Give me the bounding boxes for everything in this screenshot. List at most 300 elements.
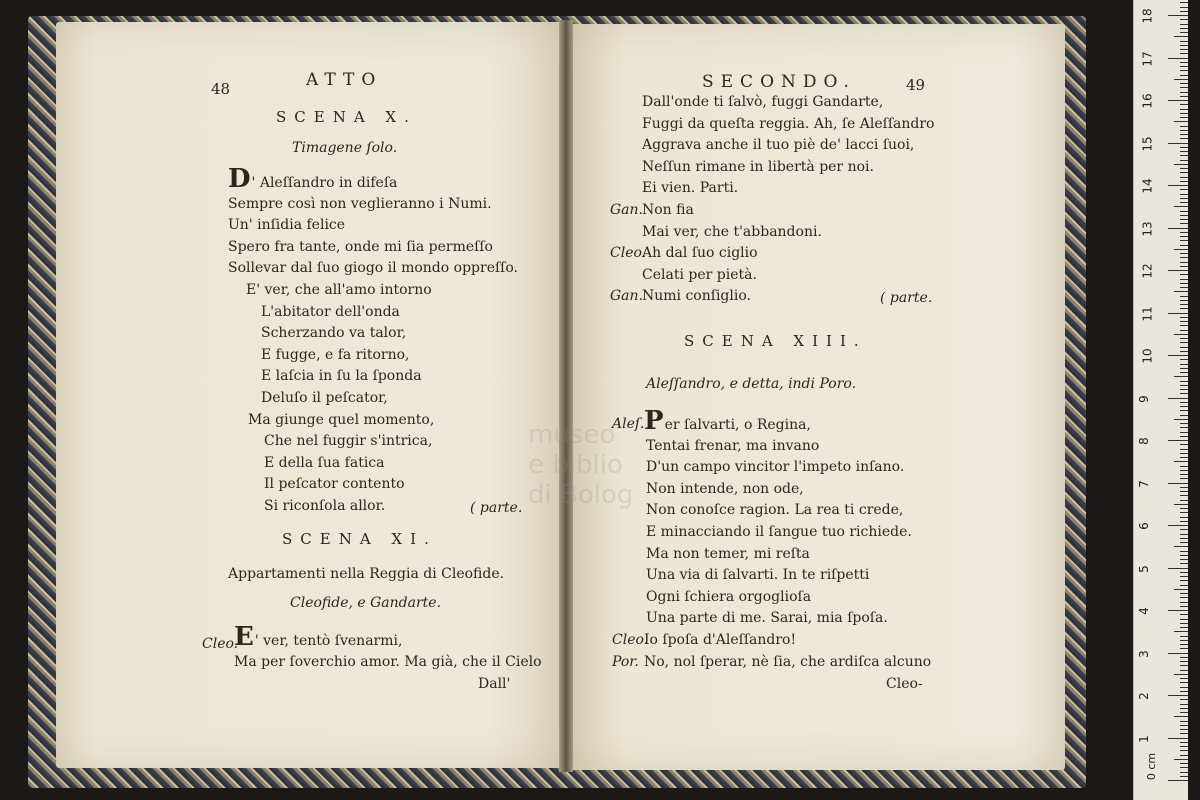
- ruler-tick: [1180, 627, 1188, 628]
- ruler-tick: [1180, 410, 1188, 411]
- verse-line: Numi conſiglio.: [642, 288, 751, 305]
- verse-line: Aggrava anche il tuo piè de' lacci ſuoi,: [642, 137, 915, 154]
- ruler-tick: [1180, 181, 1188, 182]
- ruler-tick: [1180, 253, 1188, 254]
- ruler-tick: [1180, 96, 1188, 97]
- ruler-tick: [1180, 338, 1188, 339]
- ruler-tick: [1168, 695, 1188, 696]
- ruler-number: 16: [1140, 93, 1155, 109]
- ruler-tick: [1180, 219, 1188, 220]
- verse-line: Celati per pietà.: [642, 266, 757, 283]
- ruler-tick: [1180, 62, 1188, 63]
- verse-text: D'un campo vincitor l'impeto inſano.: [646, 459, 905, 476]
- ruler-tick: [1180, 87, 1188, 88]
- verse-line: [644, 406, 811, 436]
- ruler-tick: [1180, 138, 1188, 139]
- verse-text: No, nol ſperar, nè ſia, che ardiſca alcuno: [644, 653, 932, 670]
- ruler-tick: [1180, 767, 1188, 768]
- ruler-tick: [1180, 491, 1188, 492]
- verse-line: [228, 239, 493, 255]
- ruler-tick: [1180, 109, 1188, 110]
- ruler-tick: [1180, 287, 1188, 288]
- ruler-tick: [1180, 389, 1188, 390]
- right-page: [568, 24, 1065, 770]
- ruler-tick: [1180, 406, 1188, 407]
- verse-line: [646, 438, 819, 454]
- ruler-tick: [1180, 657, 1188, 658]
- exit-direction: ( parte.: [470, 500, 523, 516]
- stage-direction: Timagene ſolo.: [292, 140, 398, 156]
- ruler-tick: [1168, 355, 1188, 356]
- ruler-tick: [1180, 529, 1188, 530]
- ruler-tick: [1180, 704, 1188, 705]
- ruler-tick: [1180, 640, 1188, 641]
- ruler-tick: [1180, 308, 1188, 309]
- ruler-tick: [1180, 470, 1188, 471]
- ruler-tick: [1180, 368, 1188, 369]
- ruler-tick: [1180, 245, 1188, 246]
- ruler-tick: [1180, 155, 1188, 156]
- ruler-tick: [1168, 398, 1188, 399]
- ruler-tick: [1180, 478, 1188, 479]
- ruler-tick: [1180, 240, 1188, 241]
- ruler-tick: [1174, 759, 1188, 760]
- ruler-tick: [1180, 211, 1188, 212]
- verse-line: [261, 325, 406, 341]
- ruler-tick: [1180, 648, 1188, 649]
- ruler-tick: [1180, 636, 1188, 637]
- ruler-tick: [1180, 381, 1188, 382]
- ruler-tick: [1180, 351, 1188, 352]
- ruler-number: 8: [1136, 437, 1151, 445]
- ruler-tick: [1180, 623, 1188, 624]
- verse-text: E laſcia in ſu la ſponda: [261, 368, 422, 385]
- ruler-tick: [1180, 41, 1188, 42]
- ruler-tick: [1180, 729, 1188, 730]
- ruler-number: 14: [1140, 178, 1155, 194]
- ruler-number: 6: [1136, 522, 1151, 530]
- verse-line: Ah dal ſuo ciglio: [642, 245, 758, 262]
- ruler-tick: [1180, 28, 1188, 29]
- ruler-tick: [1180, 593, 1188, 594]
- ruler-tick: [1180, 606, 1188, 607]
- verse-line: [228, 196, 492, 212]
- ruler-tick: [1168, 100, 1188, 101]
- watermark-line: di Bolog: [528, 480, 634, 510]
- ruler-tick: [1180, 75, 1188, 76]
- ruler-tick: [1180, 682, 1188, 683]
- ruler-tick: [1180, 772, 1188, 773]
- ruler-tick: [1180, 750, 1188, 751]
- verse-text: Che nel fuggir s'intrica,: [264, 433, 433, 450]
- ruler-tick: [1180, 614, 1188, 615]
- speaker-label: Por.: [612, 653, 639, 670]
- ruler-tick: [1180, 279, 1188, 280]
- ruler-tick: [1174, 461, 1188, 462]
- verse-line: [228, 260, 518, 276]
- ruler-tick: [1174, 504, 1188, 505]
- verse-line: [246, 282, 432, 298]
- verse-line: [248, 412, 434, 428]
- scene-title: SCENA XI.: [282, 530, 437, 548]
- ruler-number: 4: [1136, 607, 1151, 615]
- ruler-tick: [1180, 746, 1188, 747]
- verse-text: Una via di ſalvarti. In te riſpetti: [646, 567, 870, 584]
- ruler-tick: [1168, 143, 1188, 144]
- speaker-label: Aleſ.: [612, 416, 645, 432]
- ruler-tick: [1180, 453, 1188, 454]
- ruler-tick: [1168, 483, 1188, 484]
- ruler-tick: [1180, 725, 1188, 726]
- ruler-tick: [1180, 423, 1188, 424]
- speaker-label: Gan.: [610, 288, 643, 305]
- verse-text: E minacciando il ſangue tuo richiede.: [646, 524, 912, 540]
- ruler-tick: [1180, 555, 1188, 556]
- verse-text: Sempre così non veglieranno i Numi.: [228, 195, 492, 212]
- page-number-left: 48: [211, 80, 231, 98]
- ruler-tick: [1180, 202, 1188, 203]
- ruler-tick: [1180, 670, 1188, 671]
- verse-line: [646, 567, 869, 583]
- verse-line: [646, 459, 904, 475]
- ruler-tick: [1180, 449, 1188, 450]
- ruler-tick: [1180, 534, 1188, 535]
- ruler-tick: [1180, 70, 1188, 71]
- ruler-tick: [1180, 104, 1188, 105]
- ruler-tick: [1180, 266, 1188, 267]
- catchword: Cleo-: [886, 676, 923, 692]
- verse-text: L'abitator dell'onda: [261, 303, 400, 320]
- ruler-tick: [1174, 546, 1188, 547]
- ruler-tick: [1168, 270, 1188, 271]
- ruler-tick: [1180, 436, 1188, 437]
- verse-text: Tentai frenar, ma invano: [646, 437, 820, 454]
- ruler-tick: [1180, 2, 1188, 3]
- drop-cap: P: [644, 406, 664, 436]
- verse-line: [644, 632, 796, 648]
- ruler-tick: [1168, 780, 1188, 781]
- ruler-tick: [1180, 198, 1188, 199]
- ruler-tick: [1174, 631, 1188, 632]
- ruler-tick: [1180, 304, 1188, 305]
- ruler-tick: [1180, 487, 1188, 488]
- ruler-tick: [1180, 721, 1188, 722]
- ruler-tick: [1180, 223, 1188, 224]
- book-gutter: [559, 20, 573, 772]
- ruler-tick: [1180, 7, 1188, 8]
- verse-line: [261, 347, 410, 363]
- verse-line: [264, 455, 384, 471]
- verse-line: [646, 610, 888, 626]
- ruler-tick: [1180, 24, 1188, 25]
- ruler-tick: [1180, 508, 1188, 509]
- ruler-tick: [1180, 321, 1188, 322]
- scene-title: SCENA XIII.: [684, 332, 867, 350]
- ruler-tick: [1174, 36, 1188, 37]
- ruler-tick: [1180, 517, 1188, 518]
- ruler-number: 5: [1136, 564, 1151, 573]
- measuring-ruler: [1133, 0, 1188, 800]
- ruler-number: 13: [1140, 220, 1155, 237]
- ruler-tick: [1180, 215, 1188, 216]
- ruler-tick: [1180, 45, 1188, 46]
- ruler-tick: [1180, 172, 1188, 173]
- ruler-tick: [1180, 168, 1188, 169]
- ruler-tick: [1168, 568, 1188, 569]
- ruler-tick: [1180, 699, 1188, 700]
- ruler-tick: [1180, 283, 1188, 284]
- ruler-tick: [1180, 585, 1188, 586]
- ruler-tick: [1174, 334, 1188, 335]
- verse-text: E fugge, e fa ritorno,: [261, 346, 410, 363]
- verse-line: [264, 476, 405, 492]
- ruler-tick: [1168, 313, 1188, 314]
- page-number-right: 49: [906, 76, 926, 94]
- ruler-tick: [1180, 687, 1188, 688]
- ruler-tick: [1180, 432, 1188, 433]
- verse-line: [644, 654, 931, 670]
- ruler-tick: [1180, 19, 1188, 20]
- ruler-tick: [1180, 691, 1188, 692]
- ruler-tick: [1180, 364, 1188, 365]
- running-head-left: ATTO: [306, 70, 383, 90]
- ruler-tick: [1168, 610, 1188, 611]
- verse-line: Ei vien. Parti.: [642, 180, 739, 197]
- verse-line: [264, 498, 385, 514]
- ruler-tick: [1180, 444, 1188, 445]
- ruler-tick: [1180, 151, 1188, 152]
- ruler-tick: [1174, 376, 1188, 377]
- verse-text: Scherzando va talor,: [261, 325, 407, 342]
- drop-cap: E: [234, 622, 254, 652]
- ruler-tick: [1168, 738, 1188, 739]
- catchword: Dall': [478, 676, 511, 692]
- ruler-tick: [1174, 419, 1188, 420]
- verse-line: [228, 164, 398, 194]
- verse-text: Spero fra tante, onde mi ſia permeſſo: [228, 238, 493, 255]
- speaker-label: Cleo.: [610, 245, 647, 262]
- ruler-number: 12: [1140, 263, 1155, 279]
- ruler-number: 7: [1136, 479, 1151, 488]
- scene-title: SCENA X.: [276, 108, 417, 126]
- verse-text: ' ver, tentò ſvenarmi,: [254, 633, 403, 649]
- ruler-tick: [1180, 542, 1188, 543]
- verse-line: [646, 546, 810, 562]
- ruler-number: 18: [1140, 8, 1155, 24]
- speaker-label: Gan.: [610, 202, 643, 218]
- exit-direction: ( parte.: [880, 290, 933, 306]
- ruler-tick: [1180, 563, 1188, 564]
- ruler-tick: [1180, 602, 1188, 603]
- verse-line: Dall'onde ti ſalvò, fuggi Gandarte,: [642, 94, 884, 110]
- ruler-tick: [1168, 185, 1188, 186]
- ruler-tick: [1180, 576, 1188, 577]
- ruler-tick: [1180, 274, 1188, 275]
- ruler-tick: [1174, 164, 1188, 165]
- verse-line: [646, 589, 811, 605]
- ruler-tick: [1174, 291, 1188, 292]
- ruler-tick: [1180, 117, 1188, 118]
- ruler-tick: [1180, 300, 1188, 301]
- ruler-tick: [1174, 206, 1188, 207]
- ruler-tick: [1180, 194, 1188, 195]
- ruler-tick: [1180, 742, 1188, 743]
- verse-text: Un' inſidia felice: [228, 217, 346, 234]
- ruler-tick: [1180, 347, 1188, 348]
- ruler-tick: [1180, 495, 1188, 496]
- verse-line: [228, 217, 345, 233]
- ruler-tick: [1180, 32, 1188, 33]
- verse-text: Ma non temer, mi reſta: [646, 545, 810, 562]
- ruler-tick: [1180, 644, 1188, 645]
- ruler-tick: [1180, 402, 1188, 403]
- ruler-tick: [1180, 755, 1188, 756]
- ruler-number: 1: [1136, 734, 1151, 743]
- ruler-tick: [1180, 712, 1188, 713]
- ruler-tick: [1180, 134, 1188, 135]
- ruler-tick: [1180, 177, 1188, 178]
- verse-line: [264, 433, 432, 449]
- ruler-tick: [1168, 440, 1188, 441]
- ruler-tick: [1180, 776, 1188, 777]
- ruler-tick: [1180, 232, 1188, 233]
- ruler-tick: [1180, 372, 1188, 373]
- verse-text: Sollevar dal ſuo giogo il mondo oppreſſo.: [228, 260, 518, 277]
- verse-text: Si riconſola allor.: [264, 498, 386, 514]
- verse-line: [646, 524, 912, 540]
- verse-text: Ogni ſchiera orgoglioſa: [646, 588, 812, 605]
- ruler-tick: [1174, 249, 1188, 250]
- ruler-unit-label: 0 cm: [1145, 752, 1159, 781]
- ruler-tick: [1180, 49, 1188, 50]
- verse-text: Ma giunge quel momento,: [248, 411, 435, 428]
- ruler-tick: [1180, 325, 1188, 326]
- watermark: [528, 420, 633, 510]
- stage-direction: Cleofide, e Gandarte.: [290, 595, 442, 611]
- watermark-line: museo: [528, 420, 616, 450]
- ruler-tick: [1180, 678, 1188, 679]
- ruler-tick: [1180, 551, 1188, 552]
- ruler-tick: [1168, 228, 1188, 229]
- ruler-tick: [1180, 559, 1188, 560]
- verse-line: [646, 481, 804, 497]
- ruler-tick: [1180, 466, 1188, 467]
- ruler-tick: [1180, 763, 1188, 764]
- ruler-tick: [1180, 661, 1188, 662]
- ruler-number: 9: [1136, 394, 1151, 403]
- ruler-tick: [1180, 342, 1188, 343]
- ruler-tick: [1180, 330, 1188, 331]
- ruler-tick: [1180, 92, 1188, 93]
- ruler-tick: [1180, 733, 1188, 734]
- ruler-tick: [1180, 147, 1188, 148]
- drop-cap: D: [228, 164, 251, 194]
- ruler-tick: [1180, 708, 1188, 709]
- ruler-tick: [1180, 317, 1188, 318]
- verse-text: Il peſcator contento: [264, 476, 405, 493]
- running-head-right: SECONDO.: [702, 72, 856, 92]
- ruler-tick: [1180, 359, 1188, 360]
- ruler-tick: [1180, 257, 1188, 258]
- verse-text: Non conoſce ragion. La rea ti crede,: [646, 502, 904, 519]
- ruler-tick: [1180, 296, 1188, 297]
- ruler-tick: [1180, 512, 1188, 513]
- ruler-tick: [1180, 189, 1188, 190]
- ruler-tick: [1180, 53, 1188, 54]
- scene-setting: Appartamenti nella Reggia di Cleofide.: [228, 566, 505, 582]
- watermark-line: e biblio: [528, 450, 623, 480]
- ruler-tick: [1168, 15, 1188, 16]
- ruler-tick: [1174, 79, 1188, 80]
- verse-text: ' Aleſſandro in difeſa: [251, 175, 398, 191]
- ruler-number: 17: [1140, 50, 1155, 67]
- ruler-tick: [1180, 415, 1188, 416]
- speaker-label: Cleo.: [202, 636, 239, 652]
- ruler-tick: [1174, 589, 1188, 590]
- ruler-tick: [1180, 521, 1188, 522]
- verse-line: [261, 304, 400, 320]
- verse-line: [261, 368, 422, 384]
- left-page: [56, 22, 563, 768]
- verse-line: Neſſun rimane in libertà per noi.: [642, 158, 874, 175]
- verse-text: E' ver, che all'amo intorno: [246, 282, 432, 298]
- ruler-tick: [1180, 83, 1188, 84]
- verse-text: E della ſua fatica: [264, 454, 385, 471]
- verse-line: [646, 502, 903, 518]
- verse-text: Non intende, non ode,: [646, 480, 804, 497]
- ruler-number: 3: [1136, 649, 1151, 658]
- ruler-tick: [1180, 236, 1188, 237]
- verse-text: Io ſpoſa d'Aleſſandro!: [644, 632, 797, 648]
- verse-line: Non fia: [642, 202, 694, 218]
- ruler-tick: [1180, 130, 1188, 131]
- stage-direction: Aleſſandro, e detta, indi Poro.: [646, 376, 857, 392]
- ruler-tick: [1180, 572, 1188, 573]
- verse-text: Una parte di me. Sarai, mia ſpoſa.: [646, 610, 888, 627]
- ruler-tick: [1174, 674, 1188, 675]
- ruler-tick: [1168, 58, 1188, 59]
- ruler-tick: [1168, 653, 1188, 654]
- ruler-tick: [1180, 66, 1188, 67]
- verse-text: er ſalvarti, o Regina,: [664, 417, 811, 433]
- ruler-tick: [1174, 121, 1188, 122]
- verse-line: Ma per ſoverchio amor. Ma già, che il Cielo: [234, 654, 542, 670]
- verse-line: [234, 622, 403, 652]
- ruler-tick: [1180, 160, 1188, 161]
- ruler-tick: [1168, 525, 1188, 526]
- ruler-tick: [1180, 11, 1188, 12]
- ruler-tick: [1180, 474, 1188, 475]
- verse-text: Deluſo il peſcator,: [261, 390, 388, 406]
- ruler-tick: [1174, 716, 1188, 717]
- ruler-tick: [1180, 262, 1188, 263]
- ruler-tick: [1180, 427, 1188, 428]
- ruler-tick: [1180, 665, 1188, 666]
- ruler-number: 2: [1136, 692, 1151, 700]
- verse-line: [261, 390, 388, 406]
- ruler-tick: [1180, 113, 1188, 114]
- ruler-tick: [1180, 538, 1188, 539]
- ruler-tick: [1180, 597, 1188, 598]
- ruler-tick: [1180, 619, 1188, 620]
- ruler-tick: [1180, 500, 1188, 501]
- ruler-tick: [1180, 457, 1188, 458]
- ruler-tick: [1180, 393, 1188, 394]
- ruler-tick: [1180, 126, 1188, 127]
- ruler-number: 10: [1140, 348, 1155, 364]
- ruler-tick: [1180, 385, 1188, 386]
- ruler-number: 15: [1140, 135, 1155, 152]
